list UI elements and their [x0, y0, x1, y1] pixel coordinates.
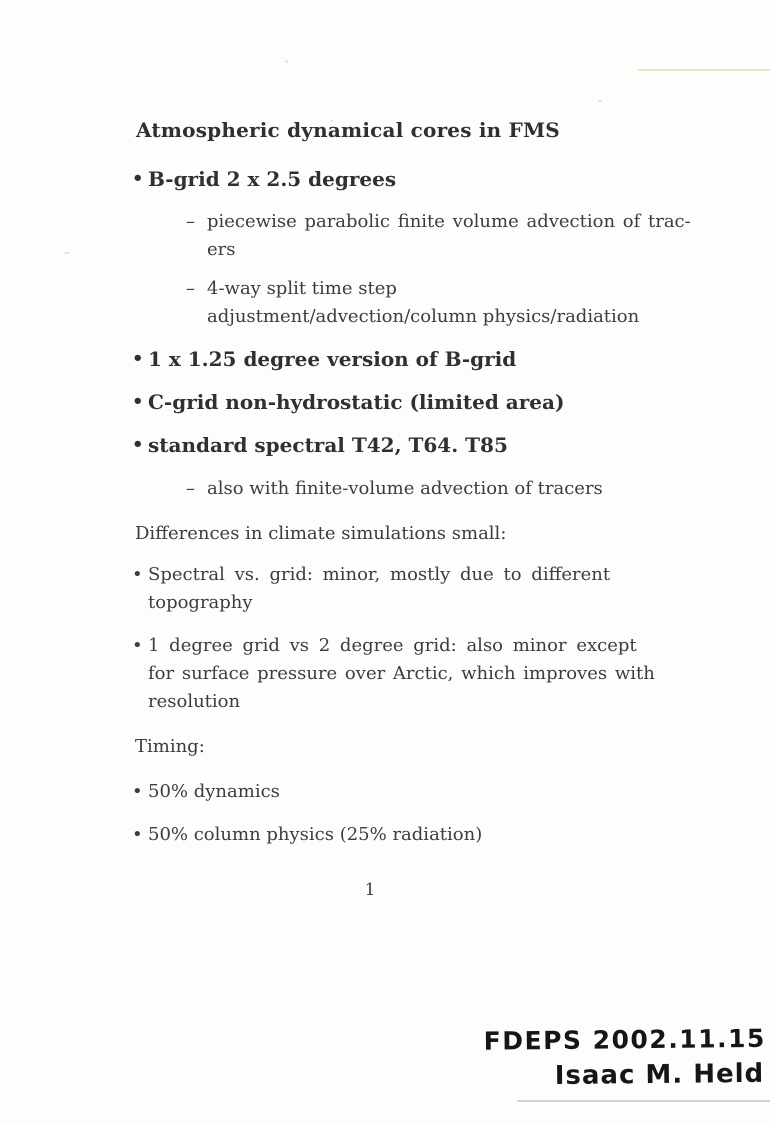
- bullet-item-text: • C-grid non-hydrostatic (limited area): [148, 390, 565, 414]
- sub-item-line: adjustment/advection/column physics/radiation: [207, 306, 640, 327]
- sub-item-piecewise-advection: [186, 208, 691, 264]
- scan-artifact-line: [638, 69, 770, 71]
- bullet-item-text: • standard spectral T42, T64. T85: [148, 433, 508, 457]
- bullet-item-50pct-dynamics: [131, 778, 651, 806]
- handwritten-author: Isaac M. Held: [554, 1058, 765, 1092]
- sub-item-line: ers: [207, 239, 236, 260]
- scan-speck: [64, 252, 70, 254]
- slide-title: Atmospheric dynamical cores in FMS: [136, 118, 560, 142]
- bullet-item-text: • 1 x 1.25 degree version of B-grid: [148, 347, 517, 371]
- bullet-item-text: • B-grid 2 x 2.5 degrees: [148, 167, 397, 191]
- bullet-item-line: • 1 degree grid vs 2 degree grid: also minor except: [148, 635, 637, 656]
- heading-timing: Timing:: [135, 736, 205, 757]
- page-number: 1: [364, 880, 376, 900]
- bullet-item-50pct-column-physics: [131, 821, 651, 849]
- bullet-item-spectral: [131, 431, 651, 459]
- bullet-item-cgrid: [131, 388, 651, 416]
- bullet-item-line: resolution: [148, 691, 241, 712]
- bullet-item-1deg-vs-2deg: [131, 632, 655, 716]
- handwritten-event-date: FDEPS 2002.11.15: [483, 1023, 766, 1056]
- bullet-item-1x125-bgrid: [131, 345, 651, 373]
- bullet-item-bgrid: [131, 165, 651, 193]
- scan-speck: [285, 60, 288, 63]
- handwritten-annotation: [346, 1022, 767, 1096]
- sub-item-4way-split: [186, 275, 666, 331]
- bullet-item-text: • 50% dynamics: [148, 781, 280, 802]
- sub-item-finite-volume-tracers: [186, 475, 666, 503]
- heading-differences: Differences in climate simulations small:: [135, 523, 507, 544]
- scan-speck: [598, 100, 602, 102]
- bullet-item-line: for surface pressure over Arctic, which improves with: [148, 663, 655, 684]
- sub-item-line: – also with finite-volume advection of tracers: [207, 478, 603, 499]
- bullet-item-spectral-vs-grid: [131, 561, 651, 617]
- sub-item-line: – piecewise parabolic finite volume advection of trac-: [207, 211, 691, 232]
- bullet-item-line: topography: [148, 592, 253, 613]
- sub-item-line: – 4-way split time step: [207, 278, 397, 299]
- bullet-item-text: • 50% column physics (25% radiation): [148, 824, 483, 845]
- scan-artifact-underline: [517, 1100, 770, 1102]
- bullet-item-line: • Spectral vs. grid: minor, mostly due to different: [148, 564, 611, 585]
